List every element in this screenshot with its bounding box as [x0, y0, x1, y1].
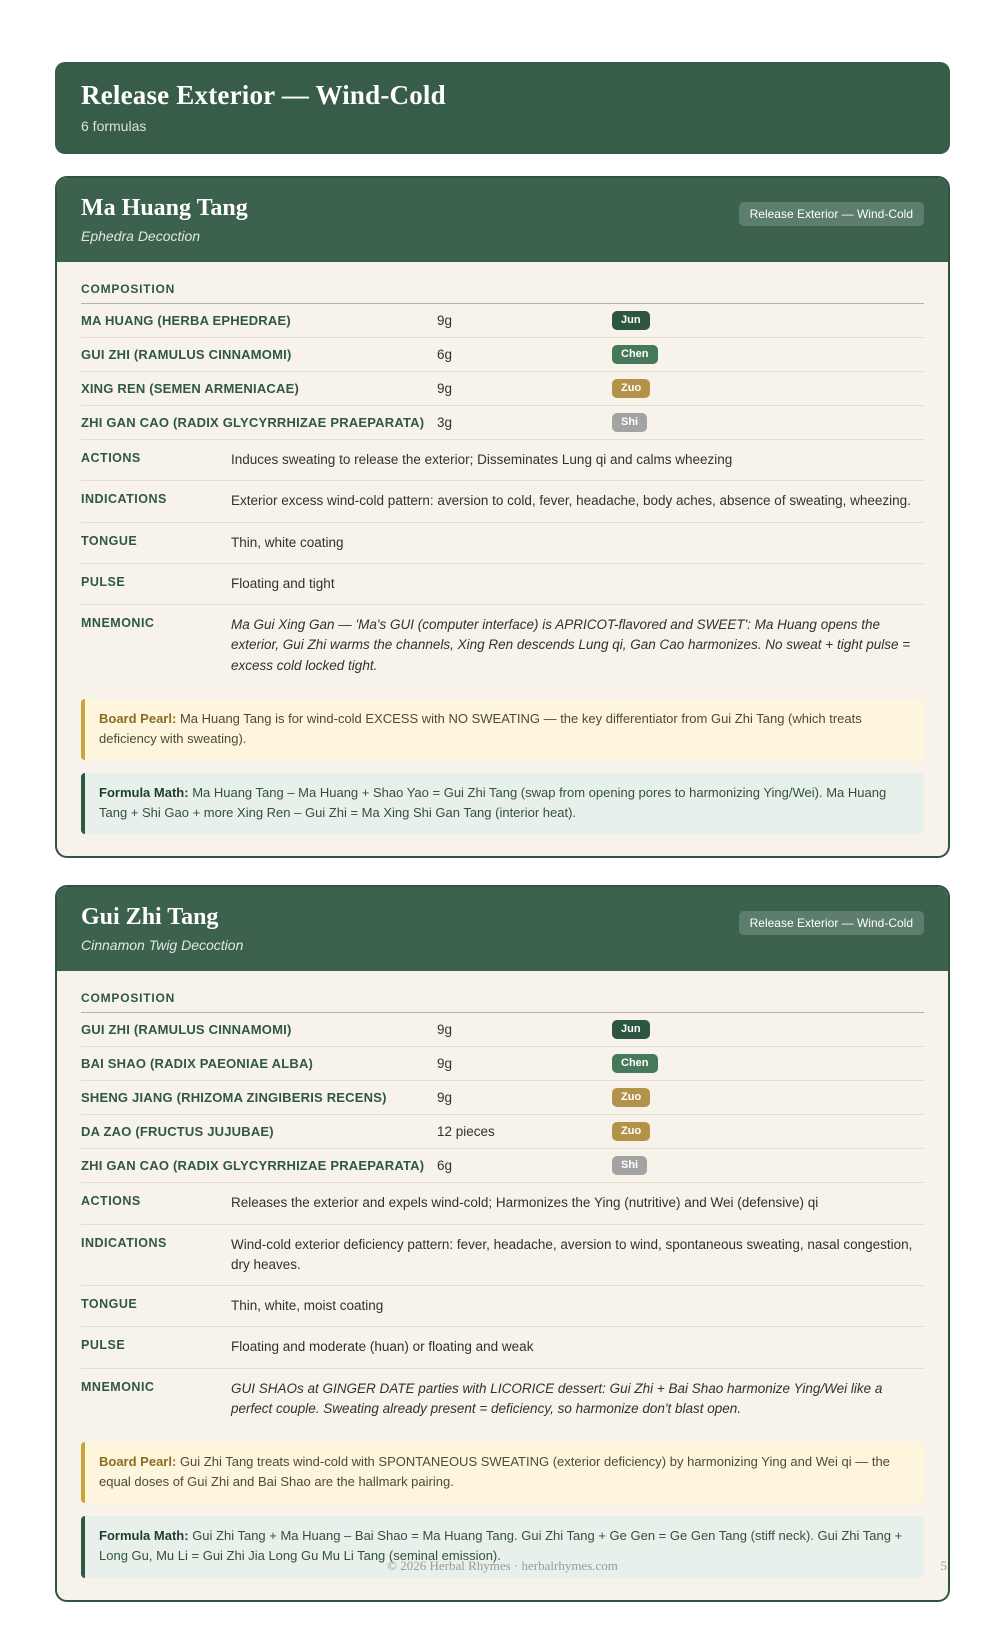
role-badge: Zuo	[612, 1088, 650, 1107]
herb-name: GUI ZHI (RAMULUS CINNAMOMI)	[81, 1021, 292, 1037]
card-body	[57, 971, 948, 1599]
role-badge: Chen	[612, 345, 658, 364]
pulse-label: PULSE	[81, 1338, 126, 1353]
herb-name: ZHI GAN CAO (RADIX GLYCYRRHIZAE PRAEPARATA)	[81, 1157, 425, 1173]
indications-value: Exterior excess wind-cold pattern: aversion to cold, fever, headache, body aches, absence of sweating, wheezing.	[231, 493, 911, 509]
tongue-value: Thin, white coating	[231, 534, 344, 550]
board-pearl-text: Gui Zhi Tang treats wind-cold with SPONTANEOUS SWEATING (exterior deficiency) by harmonizing Ying and Wei qi — the equal doses of Gui Zhi and Bai Shao are the hallmark pairing.	[99, 1454, 890, 1490]
herb-dose: 9g	[437, 1089, 453, 1105]
pulse-row	[81, 1327, 924, 1368]
herb-name: BAI SHAO (RADIX PAEONIAE ALBA)	[81, 1055, 314, 1071]
formula-math-label: Formula Math:	[99, 785, 189, 801]
composition-row	[81, 1081, 924, 1115]
pulse-value: Floating and moderate (huan) or floating and weak	[231, 1339, 534, 1355]
tongue-row	[81, 523, 924, 564]
tongue-label: TONGUE	[81, 533, 138, 548]
formula-math-label: Formula Math:	[99, 1528, 189, 1544]
composition-row	[81, 1149, 924, 1183]
tongue-label: TONGUE	[81, 1297, 138, 1312]
herb-name: GUI ZHI (RAMULUS CINNAMOMI)	[81, 346, 292, 362]
role-badge: Shi	[612, 1156, 647, 1175]
herb-dose: 9g	[437, 1021, 453, 1037]
role-badge: Jun	[612, 1020, 650, 1039]
formula-card-ma-huang-tang	[55, 176, 950, 858]
role-badge: Jun	[612, 311, 650, 330]
copyright-text: © 2026 Herbal Rhymes · herbalrhymes.com	[387, 1557, 618, 1573]
formula-count: 6 formulas	[81, 118, 147, 134]
mnemonic-label: MNEMONIC	[81, 616, 155, 630]
formula-english-name: Ephedra Decoction	[81, 228, 201, 244]
tongue-value: Thin, white, moist coating	[231, 1298, 384, 1314]
card-body	[57, 262, 948, 856]
formula-card-gui-zhi-tang	[55, 885, 950, 1601]
formula-math-callout	[81, 773, 924, 834]
formula-math-text: Ma Huang Tang – Ma Huang + Shao Yao = Gui Zhi Tang (swap from opening pores to harmonizing Ying/Wei). Ma Huang Tang + Shi Gao + more Xing Ren – Gui Zhi = Ma Xing Shi Gan Tang (interior heat).	[99, 785, 887, 821]
composition-row	[81, 1013, 924, 1047]
actions-value: Induces sweating to release the exterior; Disseminates Lung qi and calms wheezing	[231, 452, 733, 467]
page-title: Release Exterior — Wind-Cold	[81, 80, 446, 110]
role-badge: Shi	[612, 413, 647, 432]
formula-name: Gui Zhi Tang	[81, 904, 219, 931]
actions-label: ACTIONS	[81, 451, 141, 465]
herb-dose: 9g	[437, 1055, 453, 1071]
board-pearl-text: Ma Huang Tang is for wind-cold EXCESS with NO SWEATING — the key differentiator from Gui Zhi Tang (which treats deficiency with sweating).	[99, 710, 862, 746]
card-header-titles	[81, 195, 248, 244]
mnemonic-row	[81, 605, 924, 686]
formula-name: Ma Huang Tang	[81, 195, 248, 221]
indications-row	[81, 481, 924, 522]
herb-dose: 9g	[437, 312, 453, 328]
herb-dose: 9g	[437, 380, 453, 396]
tongue-row	[81, 1286, 924, 1327]
composition-heading: COMPOSITION	[81, 991, 924, 1013]
herb-name: SHENG JIANG (RHIZOMA ZINGIBERIS RECENS)	[81, 1089, 387, 1105]
herb-dose: 12 pieces	[437, 1123, 495, 1139]
actions-row	[81, 1183, 924, 1224]
mnemonic-row	[81, 1369, 924, 1430]
composition-row	[81, 338, 924, 372]
card-header	[57, 887, 948, 971]
indications-value: Wind-cold exterior deficiency pattern: fever, headache, aversion to wind, spontaneous sweating, nasal congestion, dry heaves.	[231, 1236, 913, 1272]
role-badge: Zuo	[612, 379, 650, 398]
board-pearl-label: Board Pearl:	[99, 710, 177, 726]
role-badge: Zuo	[612, 1122, 650, 1141]
herb-name: XING REN (SEMEN ARMENIACAE)	[81, 380, 299, 396]
herb-name: ZHI GAN CAO (RADIX GLYCYRRHIZAE PRAEPARATA)	[81, 414, 425, 430]
composition-row	[81, 372, 924, 406]
herb-dose: 6g	[437, 1157, 453, 1173]
formula-english-name: Cinnamon Twig Decoction	[81, 937, 244, 954]
mnemonic-label: MNEMONIC	[81, 1379, 155, 1394]
pulse-value: Floating and tight	[231, 575, 335, 591]
page-number: 5	[940, 1557, 947, 1573]
herb-dose: 3g	[437, 414, 453, 430]
herb-name: MA HUANG (HERBA EPHEDRAE)	[81, 312, 291, 328]
card-header	[57, 178, 948, 262]
composition-row	[81, 304, 924, 338]
indications-label: INDICATIONS	[81, 1235, 167, 1250]
pulse-row	[81, 564, 924, 605]
composition-row	[81, 1115, 924, 1149]
mnemonic-value: Ma Gui Xing Gan — 'Ma's GUI (computer interface) is APRICOT-flavored and SWEET': Ma Huang opens the exterior, Gui Zhi warms the channels, Xing Ren descends Lung qi, Gan Cao harmonizes. No sweat + tight pulse = excess cold locked tight.	[231, 617, 911, 673]
formula-math-text: Gui Zhi Tang + Ma Huang – Bai Shao = Ma Huang Tang. Gui Zhi Tang + Ge Gen = Ge Gen Tang (stiff neck). Gui Zhi Tang + Long Gu, Mu Li = Gui Zhi Jia Long Gu Mu Li Tang (seminal emission).	[99, 1528, 903, 1564]
role-badge: Chen	[612, 1054, 658, 1073]
board-pearl-callout	[81, 1442, 924, 1503]
actions-value: Releases the exterior and expels wind-cold; Harmonizes the Ying (nutritive) and Wei (defensive) qi	[231, 1195, 819, 1211]
herb-name: DA ZAO (FRUCTUS JUJUBAE)	[81, 1123, 274, 1139]
category-header	[55, 62, 950, 154]
page-footer	[0, 1558, 1005, 1588]
composition-heading: COMPOSITION	[81, 282, 924, 304]
pulse-label: PULSE	[81, 574, 126, 589]
board-pearl-label: Board Pearl:	[99, 1454, 177, 1470]
category-badge: Release Exterior — Wind-Cold	[739, 911, 924, 935]
indications-row	[81, 1225, 924, 1287]
mnemonic-value: GUI SHAOs at GINGER DATE parties with LICORICE dessert: Gui Zhi + Bai Shao harmonize Ying/Wei like a perfect couple. Sweating already present = deficiency, so harmonize don't blast open.	[231, 1380, 883, 1416]
actions-label: ACTIONS	[81, 1194, 141, 1209]
actions-row	[81, 440, 924, 481]
board-pearl-callout	[81, 699, 924, 760]
composition-row	[81, 406, 924, 440]
indications-label: INDICATIONS	[81, 492, 167, 507]
herb-dose: 6g	[437, 346, 453, 362]
card-header-titles	[81, 904, 243, 953]
composition-row	[81, 1047, 924, 1081]
category-badge: Release Exterior — Wind-Cold	[739, 202, 924, 226]
